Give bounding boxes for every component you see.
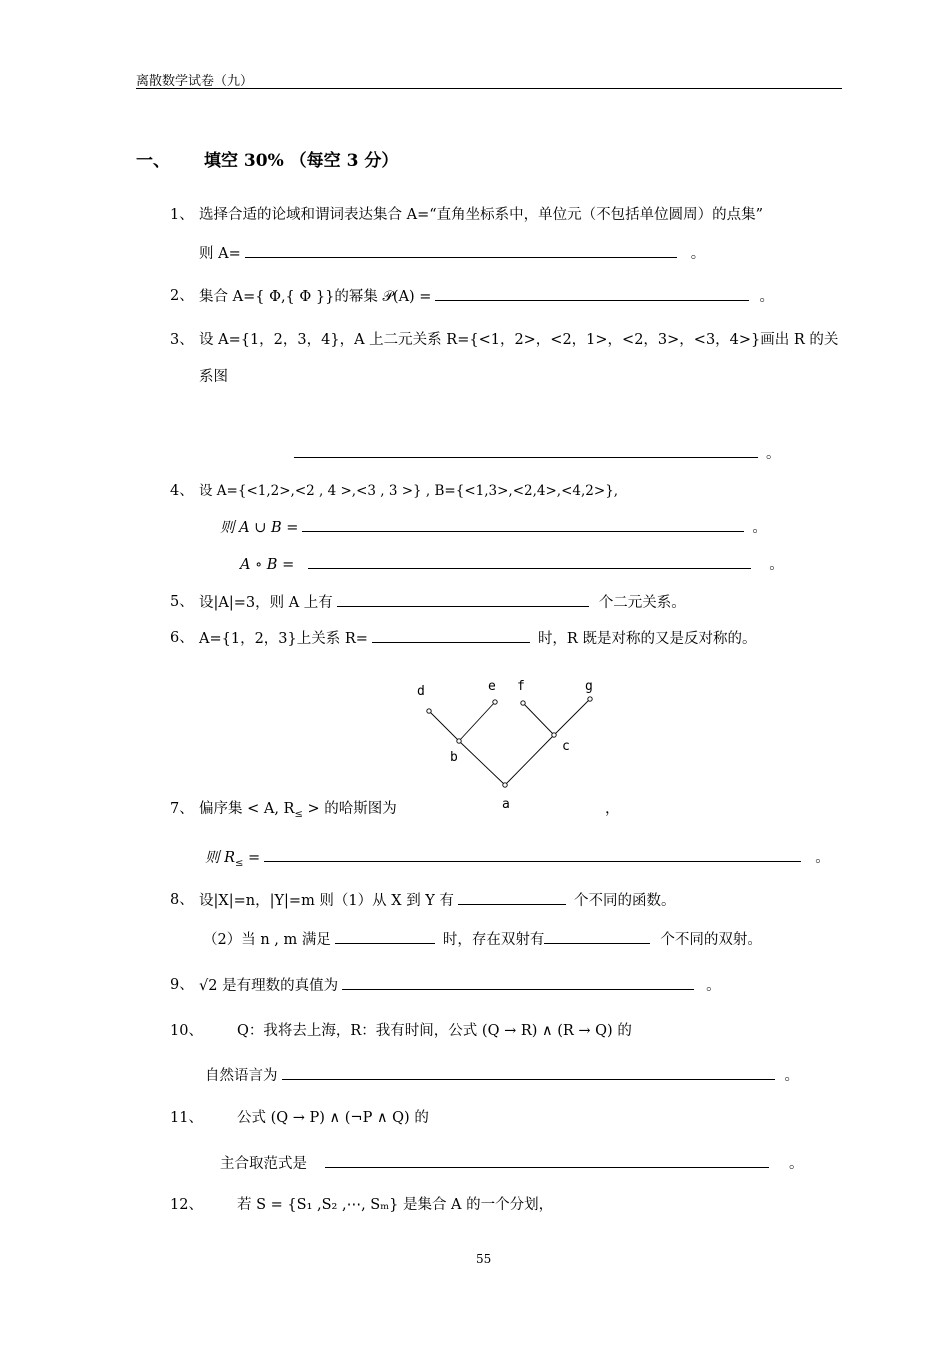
page-number: 55: [476, 1252, 492, 1266]
q8-functions-blank[interactable]: [458, 890, 566, 905]
exam-header: 离散数学试卷（九）: [136, 74, 254, 89]
q5-answer-blank[interactable]: [337, 592, 589, 607]
q3-number: 3、: [170, 332, 194, 348]
q7-number: 7、: [170, 801, 194, 817]
q11-end: 。: [789, 1156, 804, 1172]
q1-line2-label: 则 A=: [199, 246, 241, 262]
q7-text-end: > 的哈斯图为: [302, 801, 397, 817]
q6-suffix: 时，R 既是对称的又是反对称的。: [537, 631, 757, 647]
q4-union-end: 。: [752, 520, 767, 536]
q4-union-blank[interactable]: [302, 517, 744, 532]
q8-line2-text: （2）当 n , m 满足: [203, 932, 331, 948]
label-c: c: [562, 739, 570, 754]
q7-line2-prefix: 则 R: [205, 850, 236, 866]
header-rule: [136, 88, 842, 89]
q4-comp-blank[interactable]: [308, 554, 751, 569]
q7-line2-eq: =: [243, 850, 261, 866]
q8-line: [199, 890, 676, 911]
node-g: [588, 697, 592, 701]
q10-line2: [205, 1065, 799, 1086]
q8-condition-blank[interactable]: [335, 929, 435, 944]
q10-line2-label: 自然语言为: [205, 1068, 278, 1084]
q3-answer-line: [290, 443, 781, 464]
q8-line2-suffix: 个不同的双射。: [660, 932, 762, 948]
q6-number: 6、: [170, 630, 194, 646]
q9-number: 9、: [170, 977, 194, 993]
section-title: 填空 30% （每空 3 分）: [204, 151, 399, 171]
q4-union-line: [220, 517, 767, 538]
edge-b-e: [459, 702, 495, 741]
q2-text: 集合 A={ Φ,{ Φ }}的幂集 𝒫(A) =: [199, 289, 432, 305]
label-e: e: [488, 679, 496, 694]
q8-bijections-blank[interactable]: [544, 929, 650, 944]
q9-answer-blank[interactable]: [342, 975, 694, 990]
q4-text: 设 A={<1,2>,<2 , 4 >,<3 , 3 >} , B={<1,3>,<2,4>,<4,2>},: [199, 483, 619, 499]
q10-end: 。: [784, 1068, 799, 1084]
edge-c-g: [554, 699, 590, 735]
q1-end: 。: [690, 246, 706, 262]
q9-line: [199, 975, 721, 996]
q6-text: A={1，2，3}上关系 R=: [199, 631, 368, 647]
q7-text: 偏序集 < A, R: [199, 801, 295, 817]
q7-line2-sub: ≤: [235, 857, 244, 869]
q8-text: 设|X|=n，|Y|=m 则（1）从 X 到 Y 有: [199, 893, 454, 909]
q8-line2-mid: 时，存在双射有: [442, 932, 545, 948]
q7-answer-blank[interactable]: [264, 847, 801, 862]
q6-line: [199, 628, 756, 649]
q2-number: 2、: [170, 288, 194, 304]
q8-line2: [203, 929, 762, 950]
q1-text: 选择合适的论域和谓词表达集合 A=“直角坐标系中，单位元（不包括单位圆周）的点集”: [199, 207, 764, 223]
q3-answer-blank[interactable]: [294, 443, 758, 458]
node-b: [457, 739, 461, 743]
q4-comp-line: [240, 554, 784, 575]
q1-answer-blank[interactable]: [245, 243, 677, 258]
q11-line2: [220, 1153, 804, 1174]
node-a: [503, 783, 507, 787]
q4-comp-end: 。: [769, 557, 784, 573]
q9-text: √2 是有理数的真值为: [199, 978, 339, 994]
edge-a-b: [459, 741, 505, 785]
q5-suffix: 个二元关系。: [598, 595, 686, 611]
q4-comp-label: A ∘ B =: [240, 557, 295, 573]
edge-c-f: [523, 703, 554, 735]
node-f: [521, 701, 525, 705]
label-d: d: [417, 684, 425, 699]
q8-suffix: 个不同的函数。: [574, 893, 676, 909]
edge-a-c: [505, 735, 554, 785]
label-a: a: [502, 797, 510, 812]
q10-number: 10、: [170, 1023, 203, 1039]
q9-end: 。: [706, 978, 721, 994]
q3-end: 。: [766, 446, 781, 462]
q5-number: 5、: [170, 594, 194, 610]
edge-b-d: [429, 711, 459, 741]
q1-line2: [199, 243, 705, 264]
label-f: f: [517, 679, 525, 694]
node-c: [552, 733, 556, 737]
q11-line2-label: 主合取范式是: [220, 1156, 307, 1172]
q7-end: 。: [815, 850, 830, 866]
q3-text: 设 A={1，2，3，4}，A 上二元关系 R={<1，2>，<2，1>，<2，3>，<3，4>}画出 R 的关: [199, 332, 839, 348]
q11-number: 11、: [170, 1110, 203, 1126]
q12-number: 12、: [170, 1197, 203, 1213]
q7-line: [199, 799, 397, 825]
q1-number: 1、: [170, 207, 194, 223]
q10-text: Q：我将去上海，R：我有时间，公式 (Q → R) ∧ (R → Q) 的: [237, 1023, 632, 1039]
q7-sub: ≤: [294, 808, 303, 820]
q7-line2: [205, 847, 830, 874]
q11-text: 公式 (Q → P) ∧ (¬P ∧ Q) 的: [237, 1110, 429, 1126]
label-g: g: [585, 679, 593, 694]
q2-answer-blank[interactable]: [435, 286, 749, 301]
q5-text: 设|A|=3，则 A 上有: [199, 595, 333, 611]
q11-answer-blank[interactable]: [325, 1153, 769, 1168]
q4-union-label: 则 A ∪ B =: [220, 520, 299, 536]
q6-answer-blank[interactable]: [372, 628, 530, 643]
label-b: b: [450, 750, 458, 765]
q10-answer-blank[interactable]: [282, 1065, 775, 1080]
q4-number: 4、: [170, 483, 194, 499]
q2-line: [199, 286, 774, 307]
node-d: [427, 709, 431, 713]
hasse-diagram: [400, 670, 620, 815]
section-number: 一、: [136, 151, 170, 171]
q8-number: 8、: [170, 892, 194, 908]
q5-line: [199, 592, 686, 613]
q2-end: 。: [759, 289, 774, 305]
q7-comma: ，: [605, 801, 620, 817]
q12-text: 若 S = {S₁ ,S₂ ,⋯, Sₘ} 是集合 A 的一个分划，: [237, 1197, 554, 1213]
node-e: [493, 700, 497, 704]
q3-line2: 系图: [199, 369, 228, 385]
